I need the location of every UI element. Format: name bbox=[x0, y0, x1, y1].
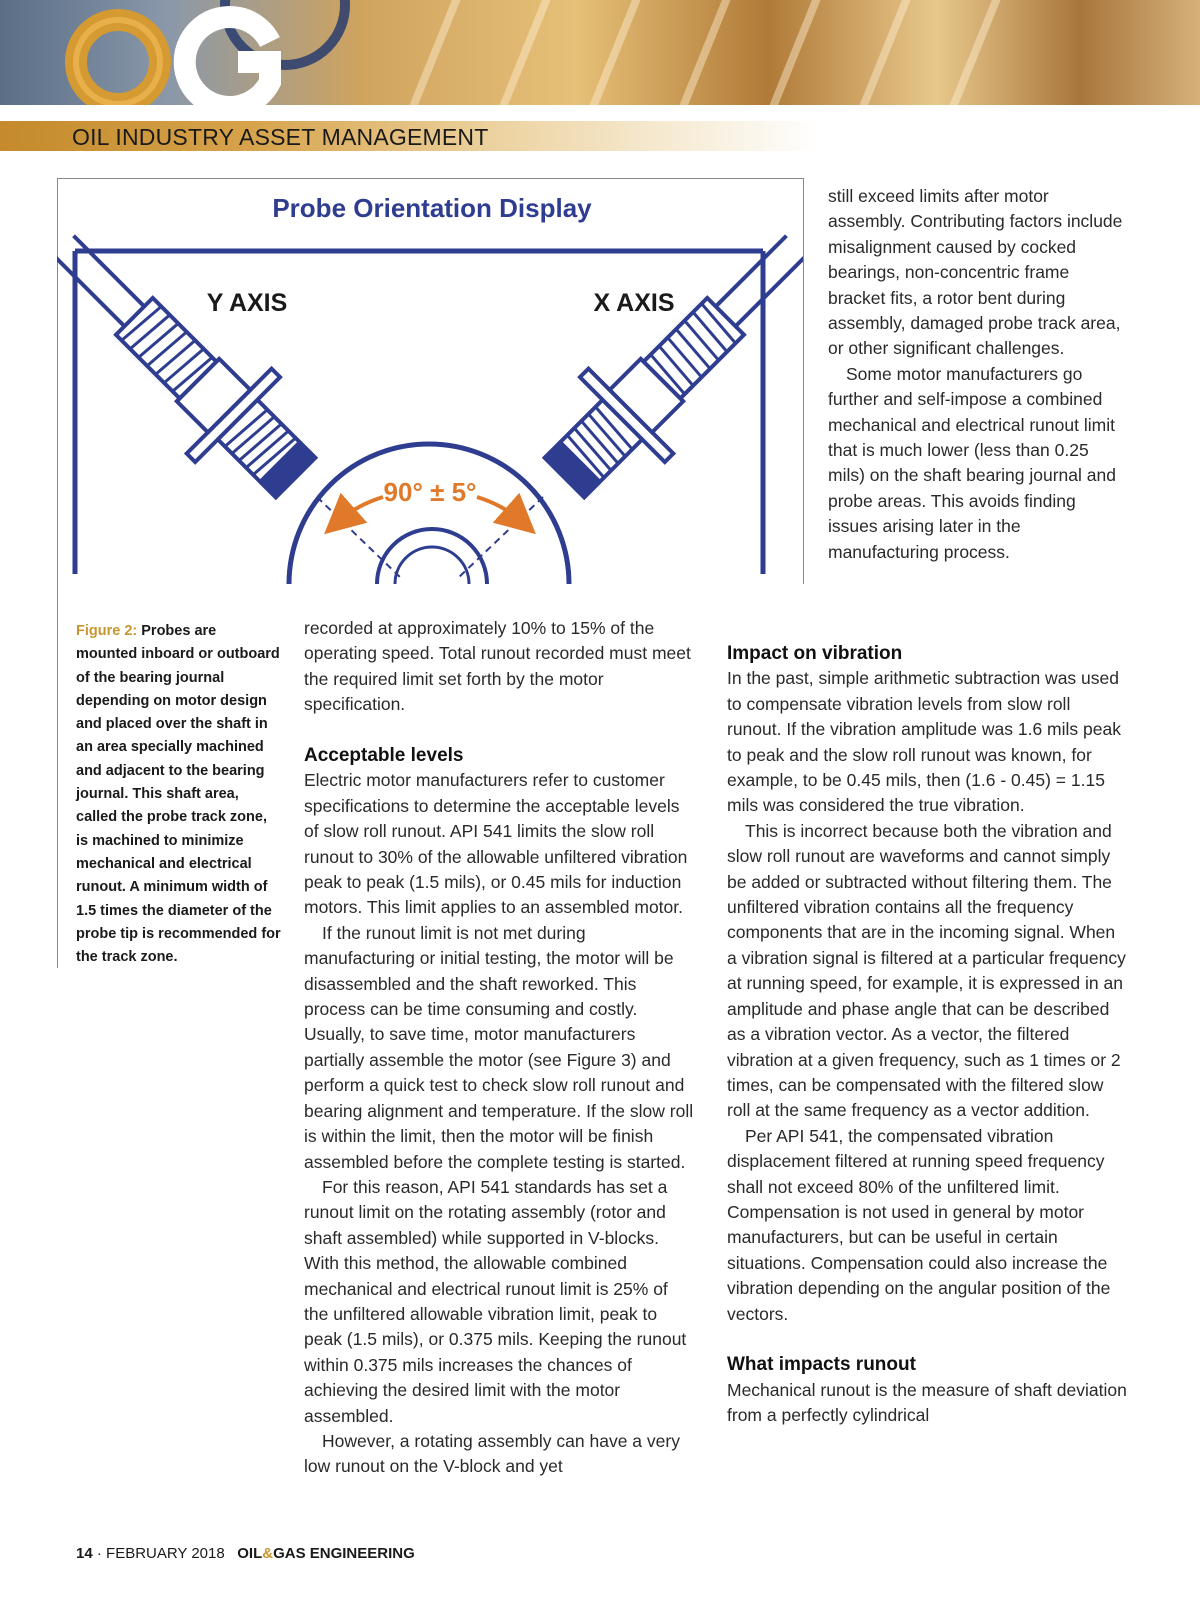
paragraph: Per API 541, the compensated vibration displacement filtered at running speed frequency shall not exceed 80% of the unfiltered limit. Compensation is not used in general by motor manufacturers, but can be useful in certain situations. Compensation could also increase the vibration depending on the angular position of the vectors. bbox=[727, 1125, 1111, 1324]
angle-label: 90° ± 5° bbox=[383, 477, 477, 507]
shaft-arc bbox=[289, 444, 569, 584]
figure-probe-orientation bbox=[57, 178, 804, 584]
heading-acceptable-levels: Acceptable levels bbox=[304, 745, 464, 767]
y-dashed-axis bbox=[317, 497, 402, 579]
paragraph: still exceed limits after motor assembly. Contributing factors include misalignment caused by cocked bearings, non-concentric frame bracket fits, a rotor bent during assembly, damaged probe track area, or other significant challenges. bbox=[828, 186, 1123, 359]
y-axis-label: Y AXIS bbox=[206, 289, 288, 317]
angle-arrow-left bbox=[339, 497, 383, 521]
paragraph: This is incorrect because both the vibration and slow roll runout are waveforms and cannot simply be added or subtracted without filtering them. The unfiltered vibration contains all the frequency components that are in the incoming signal. When a vibration signal is filtered at a particular frequency at running speed, for example, it is expressed in an amplitude and phase angle that can be described as a vibration vector. As a vector, the filtered vibration at a given frequency, such as 1 times or 2 times, can be compensated with the filtered slow roll at the same frequency as a vector addition. bbox=[727, 820, 1126, 1121]
x-axis-label: X AXIS bbox=[593, 289, 675, 317]
caption-text: Probes are mounted inboard or outboard of the bearing journal depending on motor design and placed over the shaft in an area specially machined and adjacent to the bearing journal. This shaft area, called the probe track zone, is machined to minimize mechanical and electrical runout. A minimum width of 1.5 times the diameter of the probe tip is recommended for the track zone. bbox=[76, 623, 281, 966]
issue-date: FEBRUARY 2018 bbox=[106, 1545, 225, 1562]
figure-caption bbox=[76, 620, 281, 969]
paragraph: However, a rotating assembly can have a very low runout on the V-block and yet bbox=[304, 1430, 680, 1477]
article-column-2-top bbox=[828, 184, 1128, 565]
caption-label: Figure 2: bbox=[76, 623, 138, 639]
paragraph: Some motor manufacturers go further and self-impose a combined mechanical and electrical runout limit that is much lower (less than 0.25 mils) on the shaft bearing journal and probe areas. This avoids finding issues arising later in the manufacturing process. bbox=[828, 363, 1116, 562]
paragraph: In the past, simple arithmetic subtraction was used to compensate vibration levels from slow roll runout. If the vibration amplitude was 1.6 mils peak to peak and the slow roll runout was known, for example, to be 0.45 mils, then (1.6 - 0.45) = 1.15 mils was considered the true vibration. bbox=[727, 668, 1121, 816]
article-column-2 bbox=[727, 641, 1127, 1429]
heading-impact-on-vibration: Impact on vibration bbox=[727, 643, 903, 664]
header-banner bbox=[0, 0, 1200, 105]
x-dashed-axis bbox=[457, 497, 543, 579]
heading-what-impacts-runout: What impacts runout bbox=[727, 1354, 916, 1376]
paragraph: Electric motor manufacturers refer to customer specifications to determine the acceptable levels of slow roll runout. API 541 limits the slow roll runout to 30% of the allowable unfiltered vibration peak to peak (1.5 mils), or 0.45 mils for induction motors. This limit applies to an assembled motor. bbox=[304, 770, 688, 918]
paragraph: For this reason, API 541 standards has set a runout limit on the rotating assembly (rotor and shaft assembled) while supported in V-blocks. With this method, the allowable combined mechanical and electrical runout limit is 25% of the unfiltered allowable vibration limit, peak to peak (1.5 mils), or 0.375 mils. Keeping the runout within 0.375 mils increases the chances of achieving the desired limit with the motor assembled. bbox=[304, 1176, 687, 1426]
magazine-name: OIL&GAS ENGINEERING bbox=[237, 1545, 415, 1562]
footer-separator: · bbox=[96, 1545, 102, 1562]
paragraph: Mechanical runout is the measure of shaft deviation from a perfectly cylindrical bbox=[727, 1379, 1127, 1426]
paragraph: If the runout limit is not met during manufacturing or initial testing, the motor will be disassembled and the shaft reworked. This process can be time consuming and costly. Usually, to save time, motor manufacturers partially assemble the motor (see Figure 3) and perform a quick test to check slow roll runout and bearing alignment and temperature. If the slow roll is within the limit, then the motor will be finish assembled before the complete testing is started. bbox=[304, 922, 694, 1172]
article-column-1 bbox=[304, 616, 696, 1480]
og-logo bbox=[60, 0, 320, 105]
shaft-inner-arc bbox=[377, 529, 487, 584]
figure-title: Probe Orientation Display bbox=[272, 193, 592, 223]
page-footer bbox=[76, 1545, 415, 1562]
page-number: 14 bbox=[76, 1545, 93, 1562]
section-title: OIL INDUSTRY ASSET MANAGEMENT bbox=[72, 124, 489, 150]
angle-arrow-right bbox=[477, 497, 521, 521]
paragraph: recorded at approximately 10% to 15% of the operating speed. Total runout recorded must meet the required limit set forth by the motor specification. bbox=[304, 618, 691, 715]
